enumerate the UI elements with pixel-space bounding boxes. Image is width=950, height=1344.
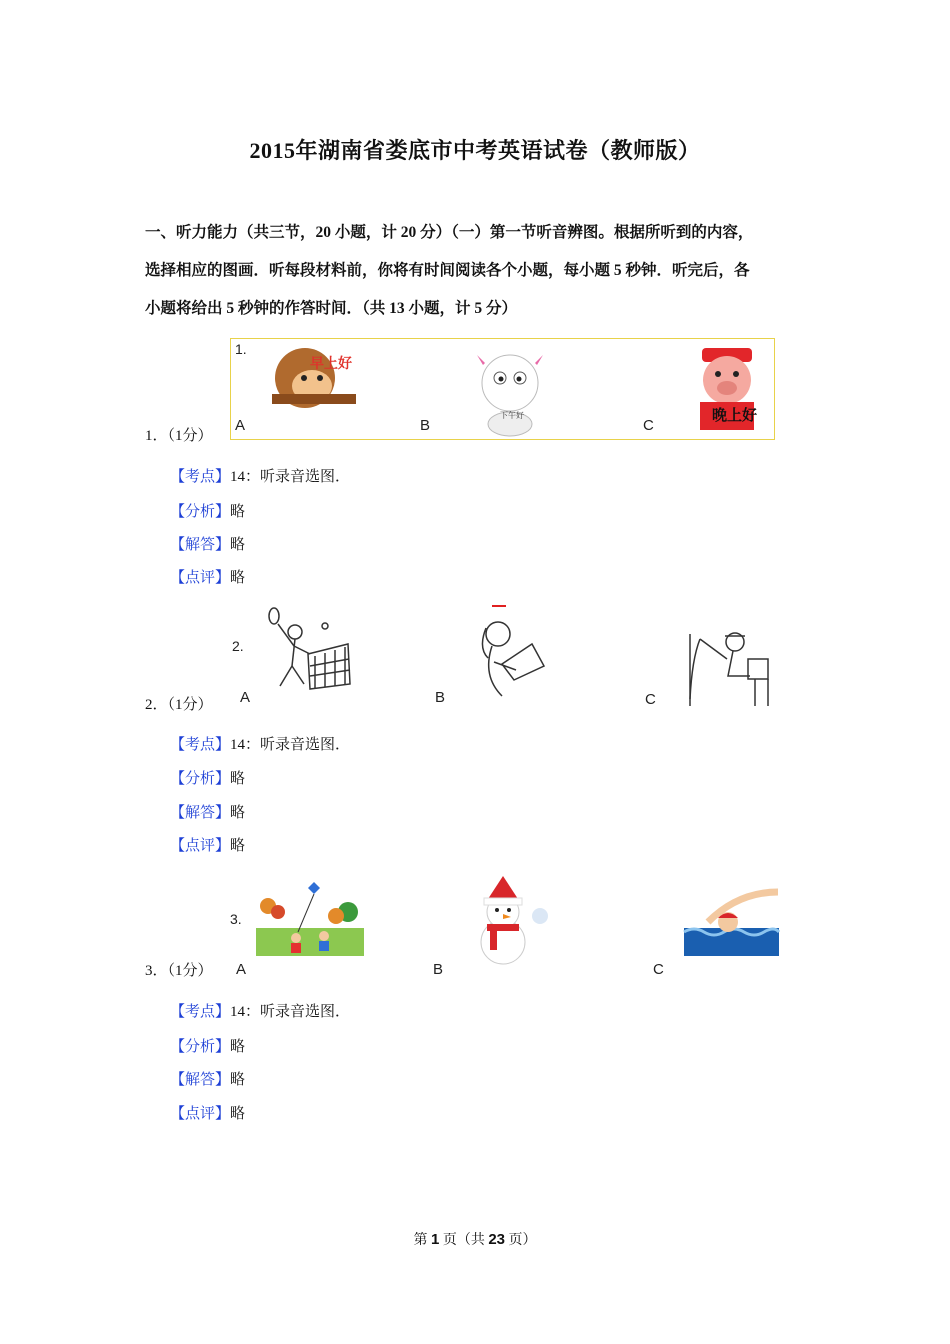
fenxi-text: 略 (230, 504, 246, 520)
swimmer-icon (684, 892, 779, 956)
question-3-image-number: 3. (230, 911, 242, 927)
option-a-label: A (236, 961, 247, 978)
option-c-label: C (645, 691, 656, 708)
question-2-number: 2．（1分） (145, 697, 213, 713)
option-b-label: B (420, 417, 431, 434)
kaodian-text: 14：听录音选图． (230, 1004, 351, 1020)
question-1-image-number: 1. (235, 341, 247, 357)
fenxi-tag: 【分析】 (170, 1039, 231, 1055)
kaodian-text: 14：听录音选图． (230, 469, 351, 485)
instruction-line-1: 一、听力能力（共三节，20 小题，计 20 分）（一）第一节听音辨图。根据所听到的内容， (145, 224, 754, 241)
q1-jieda-row (170, 533, 245, 554)
dianping-tag: 【点评】 (170, 570, 231, 586)
footer-page-number: 1 (430, 1231, 440, 1248)
page-title: 2015年湖南省娄底市中考英语试卷（教师版） (249, 138, 701, 163)
jieda-tag: 【解答】 (170, 537, 231, 553)
q3-jieda-row (170, 1068, 245, 1089)
dianping-tag: 【点评】 (170, 838, 231, 854)
fenxi-tag: 【分析】 (170, 771, 231, 787)
pig-cartoon-icon (700, 348, 757, 430)
kaodian-text: 14：听录音选图． (230, 737, 351, 753)
section-instructions (145, 214, 825, 328)
instruction-line-2: 选择相应的图画．听每段材料前，你将有时间阅读各个小题，每小题 5 秒钟．听完后，各 (145, 262, 750, 279)
question-1-number: 1．（1分） (145, 428, 213, 444)
footer-suffix: 页） (508, 1233, 537, 1248)
q1-dianping-row (170, 566, 245, 587)
kite-flying-scene-icon (256, 882, 364, 956)
reading-girl-icon (482, 606, 544, 696)
good-afternoon-text: 下午好 (500, 411, 524, 420)
q2-dianping-row (170, 834, 245, 855)
question-3-number: 3．（1分） (145, 963, 213, 979)
jieda-tag: 【解答】 (170, 1072, 231, 1088)
dianping-tag: 【点评】 (170, 1106, 231, 1122)
option-b-label: B (433, 961, 444, 978)
q3-fenxi-row (170, 1035, 245, 1056)
question-2-image-number: 2. (232, 638, 244, 654)
good-evening-text: 晚上好 (712, 406, 758, 424)
page-footer (0, 1229, 950, 1249)
kaodian-tag: 【考点】 (170, 469, 231, 485)
dianping-text: 略 (230, 570, 246, 586)
jieda-text: 略 (230, 537, 246, 553)
jieda-text: 略 (230, 805, 246, 821)
dianping-text: 略 (230, 838, 246, 854)
footer-prefix: 第 (413, 1233, 428, 1248)
fenxi-tag: 【分析】 (170, 504, 231, 520)
jieda-tag: 【解答】 (170, 805, 231, 821)
fenxi-text: 略 (230, 771, 246, 787)
kaodian-tag: 【考点】 (170, 1004, 231, 1020)
option-c-label: C (643, 417, 654, 434)
dianping-text: 略 (230, 1106, 246, 1122)
fenxi-text: 略 (230, 1039, 246, 1055)
footer-middle: 页（共 (442, 1233, 485, 1248)
option-a-label: A (240, 689, 251, 706)
q3-kaodian-row (170, 1000, 350, 1021)
badminton-player-icon (269, 608, 350, 689)
option-b-label: B (435, 689, 446, 706)
jieda-text: 略 (230, 1072, 246, 1088)
q2-kaodian-row (170, 733, 350, 754)
kaodian-tag: 【考点】 (170, 737, 231, 753)
question-3-image (228, 872, 780, 978)
q3-dianping-row (170, 1102, 245, 1123)
q1-fenxi-row (170, 500, 245, 521)
fishing-boy-icon (690, 633, 768, 706)
instruction-line-3: 小题将给出 5 秒钟的作答时间．（共 13 小题，计 5 分） (145, 300, 518, 317)
q2-fenxi-row (170, 767, 245, 788)
q2-jieda-row (170, 801, 245, 822)
option-c-label: C (653, 961, 664, 978)
footer-total-pages: 23 (488, 1231, 506, 1248)
option-a-label: A (235, 417, 246, 434)
snowman-icon (481, 876, 548, 964)
question-1-image (230, 338, 775, 440)
question-2-image (230, 604, 775, 710)
q1-kaodian-row (170, 465, 350, 486)
good-morning-text: 早上好 (310, 356, 352, 372)
